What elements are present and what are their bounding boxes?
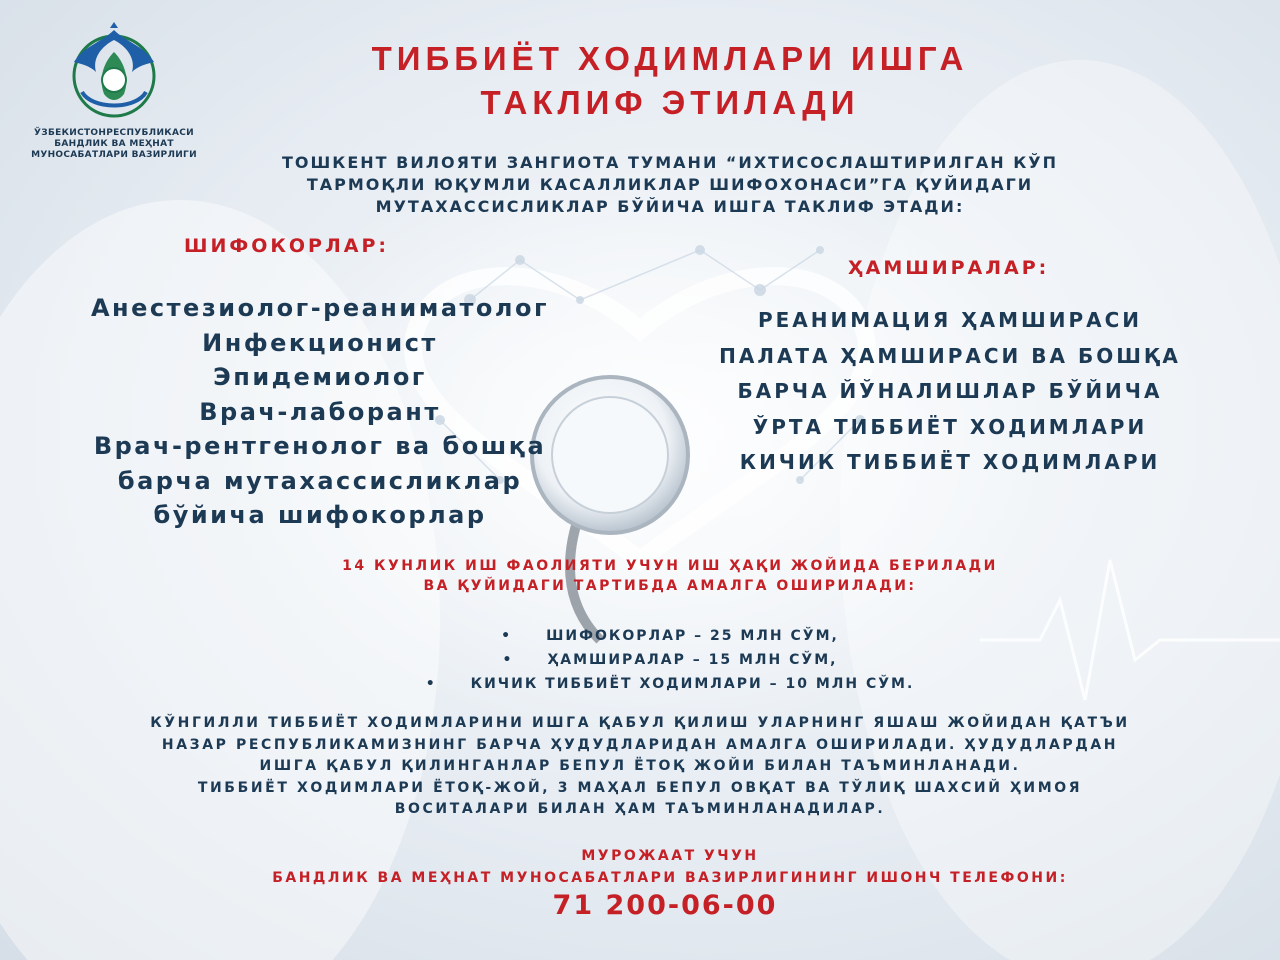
conditions-line: ВОСИТАЛАРИ БИЛАН ҲАМ ТАЪМИНЛАНАДИЛАР.	[394, 801, 886, 817]
page-title-line-1: ТИББИЁТ ХОДИМЛАРИ ИШГА	[371, 40, 969, 77]
conditions-line: НАЗАР РЕСПУБЛИКАМИЗНИНГ БАРЧА ҲУДУДЛАРИДАН АМАЛГА ОШИРИЛАДИ. ҲУДУДЛАРДАН	[161, 736, 1119, 753]
doctor-item: Врач-лаборант	[199, 397, 441, 426]
pay-heading	[200, 556, 1140, 596]
doctor-item: Анестезиолог-реаниматолог	[90, 294, 550, 322]
pay-heading-line: ВА ҚУЙИДАГИ ТАРТИБДА АМАЛГА ОШИРИЛАДИ:	[423, 578, 917, 594]
salary-item	[360, 672, 980, 696]
contact-text	[160, 845, 1180, 889]
doctor-item: Врач-рентгенолог ва бошқа	[93, 432, 547, 460]
intro-line: ТОШКЕНТ ВИЛОЯТИ ЗАНГИОТА ТУМАНИ “ИХТИСОСЛАШТИРИЛГАН КЎП	[281, 153, 1059, 172]
hotline-phone: 71 200-06-00	[552, 890, 778, 921]
salary-list	[360, 624, 980, 696]
salary-item	[360, 624, 980, 648]
salary-text: ҲАМШИРАЛАР – 15 МЛН СЎМ,	[547, 652, 838, 668]
nurse-item: РЕАНИМАЦИЯ ҲАМШИРАСИ	[757, 308, 1143, 332]
doctors-heading: ШИФОКОРЛАР:	[184, 235, 389, 257]
logo-caption-line: ЎЗБЕКИСТОНРЕСПУБЛИКАСИ	[34, 128, 194, 138]
nurse-item: ПАЛАТА ҲАМШИРАСИ ВА БОШҚА	[719, 343, 1181, 368]
doctor-item: Инфекционист	[202, 328, 438, 357]
intro-text	[160, 152, 1180, 218]
nurses-heading: ҲАМШИРАЛАР:	[848, 257, 1050, 279]
nurse-item: ЎРТА ТИББИЁТ ХОДИМЛАРИ	[752, 414, 1148, 439]
logo-caption-line: БАНДЛИК ВА МЕҲНАТ	[54, 139, 174, 149]
contact-line: БАНДЛИК ВА МЕҲНАТ МУНОСАБАТЛАРИ ВАЗИРЛИГИНИНГ ИШОНЧ ТЕЛЕФОНИ:	[272, 870, 1068, 886]
bullet-icon: •	[425, 676, 437, 692]
doctor-item: барча мутахассисликлар	[117, 466, 523, 495]
ministry-emblem-icon	[62, 22, 166, 126]
conditions-line: КЎНГИЛЛИ ТИББИЁТ ХОДИМЛАРИНИ ИШГА ҚАБУЛ ҚИЛИШ УЛАРНИНГ ЯШАШ ЖОЙИДАН ҚАТЪИ	[150, 715, 1130, 731]
conditions-line: ТИББИЁТ ХОДИМЛАРИ ЁТОҚ-ЖОЙ, 3 МАҲАЛ БЕПУЛ ОВҚАТ ВА ТЎЛИҚ ШАХСИЙ ҲИМОЯ	[197, 779, 1083, 796]
pay-heading-line: 14 КУНЛИК ИШ ФАОЛИЯТИ УЧУН ИШ ҲАҚИ ЖОЙИДА БЕРИЛАДИ	[342, 558, 998, 574]
doctors-list	[40, 291, 600, 533]
nurse-item: БАРЧА ЙЎНАЛИШЛАР БЎЙИЧА	[737, 379, 1163, 403]
doctor-item: бўйича шифокорлар	[153, 501, 487, 529]
nurses-list	[660, 303, 1240, 481]
contact-line: МУРОЖААТ УЧУН	[581, 848, 759, 864]
bullet-icon: •	[501, 628, 513, 644]
bullet-icon: •	[502, 652, 514, 668]
salary-text: ШИФОКОРЛАР – 25 МЛН СЎМ,	[546, 628, 839, 644]
conditions-line: ИШГА ҚАБУЛ ҚИЛИНГАНЛАР БЕПУЛ ЁТОҚ ЖОЙИ БИЛАН ТАЪМИНЛАНАДИ.	[259, 758, 1021, 774]
page-title-line-2: ТАКЛИФ ЭТИЛАДИ	[480, 84, 860, 121]
logo-caption-line: МУНОСАБАТЛАРИ ВАЗИРЛИГИ	[31, 150, 197, 160]
salary-item	[360, 648, 980, 672]
intro-line: МУТАХАССИСЛИКЛАР БЎЙИЧА ИШГА ТАКЛИФ ЭТАДИ:	[375, 197, 965, 216]
nurse-item: КИЧИК ТИББИЁТ ХОДИМЛАРИ	[739, 450, 1161, 474]
salary-text: КИЧИК ТИББИЁТ ХОДИМЛАРИ – 10 МЛН СЎМ.	[470, 676, 915, 692]
intro-line: ТАРМОҚЛИ ЮҚУМЛИ КАСАЛЛИКЛАР ШИФОХОНАСИ”ГА ҚУЙИДАГИ	[306, 175, 1034, 194]
conditions-text	[60, 713, 1220, 821]
doctor-item: Эпидемиолог	[213, 363, 427, 391]
